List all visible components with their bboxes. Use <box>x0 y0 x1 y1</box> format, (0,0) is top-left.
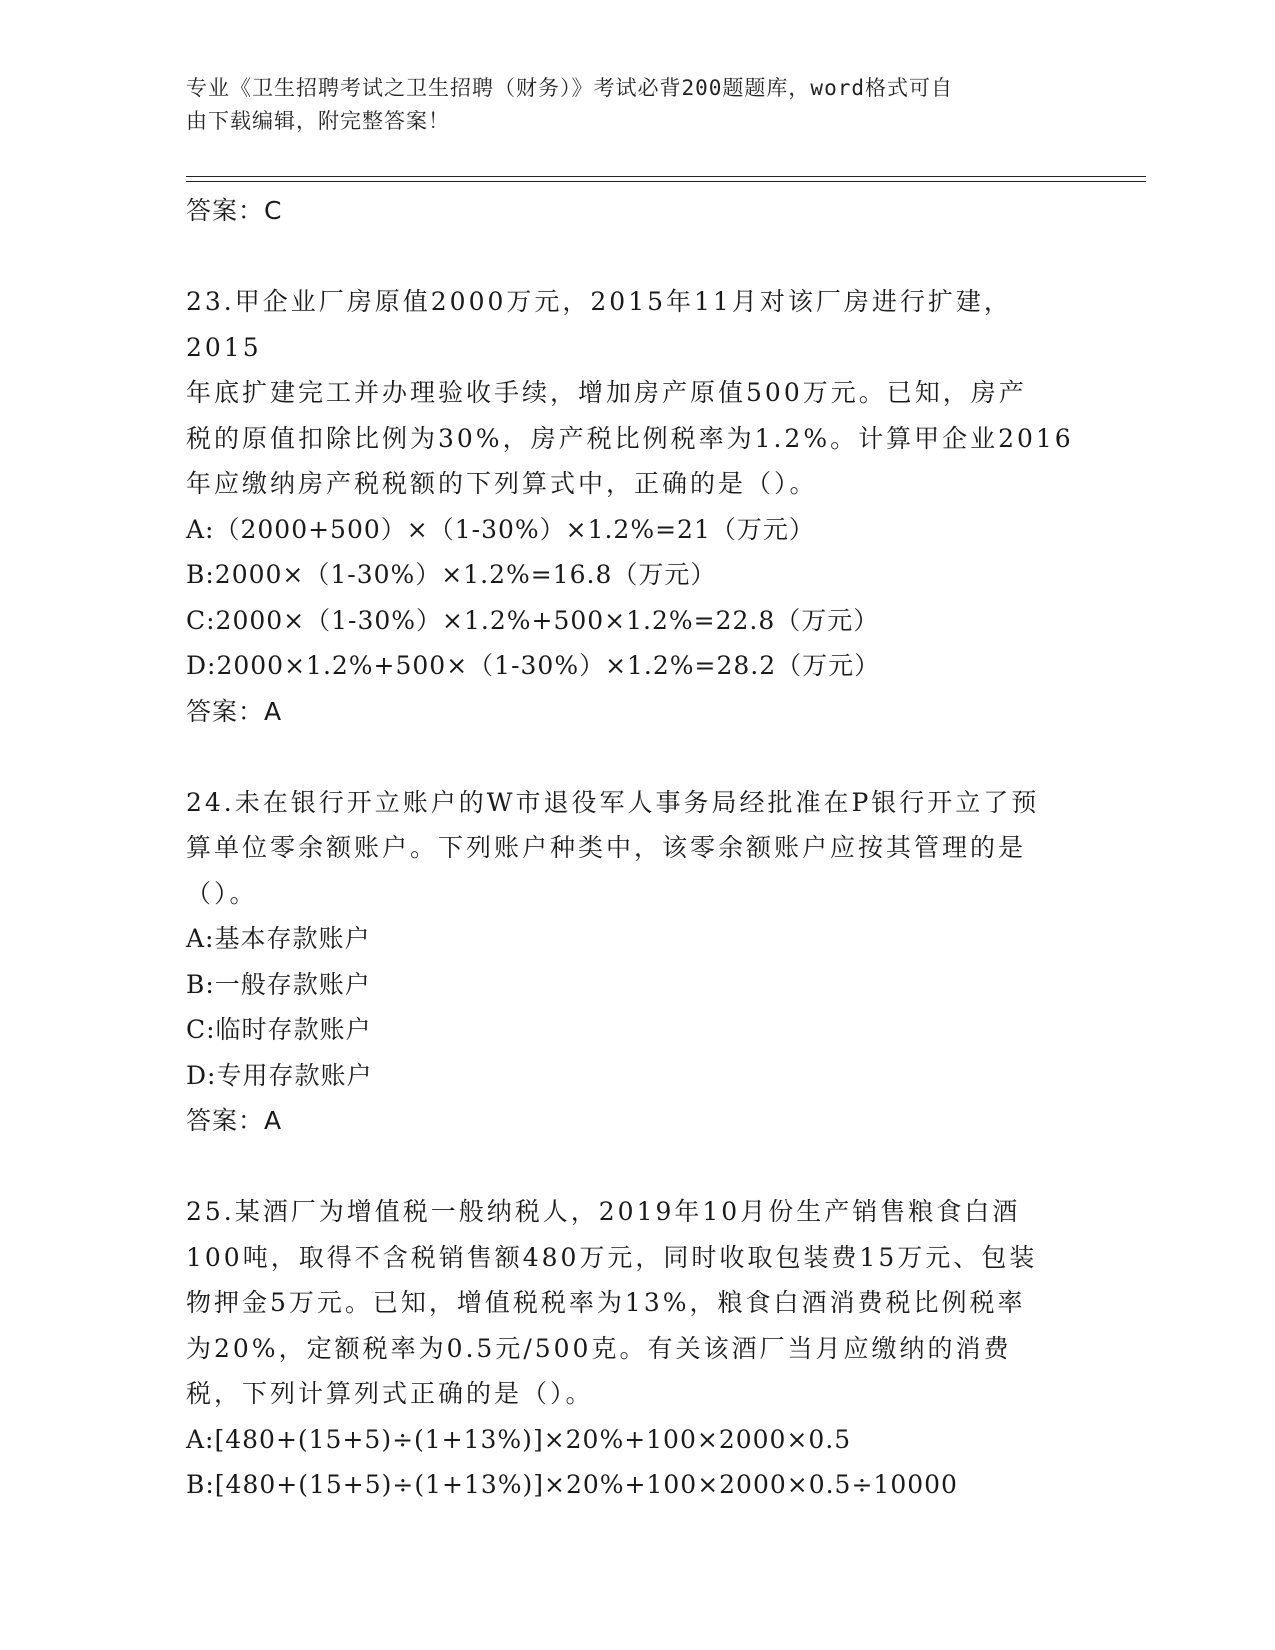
answer-line <box>186 1098 1086 1144</box>
header-line-1: 专业《卫生招聘考试之卫生招聘（财务）》考试必背200题题库，word格式可自 <box>186 76 953 100</box>
question-stem-line: 税的原值扣除比例为30%，房产税比例税率为1.2%。计算甲企业2016 <box>186 423 1074 453</box>
option-b: B:2000×（1-30%）×1.2%=16.8（万元） <box>186 560 717 589</box>
answer-label: 答案： <box>186 1106 265 1135</box>
question-stem <box>186 1189 1086 1417</box>
question-stem-line: 23.甲企业厂房原值2000万元，2015年11月对该厂房进行扩建，2015 <box>186 287 1012 362</box>
answer-line <box>186 188 1086 234</box>
option-a: A:[480+(15+5)÷(1+13%)]×20%+100×2000×0.5 <box>186 1424 852 1454</box>
question-stem-line: 为20%，定额税率为0.5元/500克。有关该酒厂当月应缴纳的消费 <box>186 1333 1012 1363</box>
page-header <box>186 72 1076 138</box>
question-stem-line: 100吨，取得不含税销售额480万元，同时收取包装费15万元、包装 <box>186 1242 1038 1272</box>
answer-label: 答案： <box>186 696 265 726</box>
question-stem-line: 税，下列计算列式正确的是（）。 <box>186 1379 594 1408</box>
header-divider-top <box>186 176 1146 177</box>
question-stem-line: 物押金5万元。已知，增值税税率为13%，粮食白酒消费税比例税率 <box>186 1288 1026 1317</box>
question-item <box>186 279 1086 735</box>
option-c: C:2000×（1-30%）×1.2%+500×1.2%=22.8（万元） <box>186 605 880 635</box>
question-stem-line: 年底扩建完工并办理验收手续，增加房产原值500万元。已知，房产 <box>186 378 1027 407</box>
question-stem-line: （）。 <box>186 878 258 908</box>
question-stem-line: 年应缴纳房产税税额的下列算式中，正确的是（）。 <box>186 469 818 498</box>
option-b: B:一般存款账户 <box>186 969 371 999</box>
header-divider-bottom <box>186 181 1146 182</box>
option-a: A:（2000+500）×（1-30%）×1.2%=21（万元） <box>186 514 815 544</box>
answer-label: 答案： <box>186 196 265 225</box>
question-gap <box>186 234 1086 279</box>
question-stem <box>186 279 1086 507</box>
question-gap <box>186 1144 1086 1189</box>
question-stem-line: 24.未在银行开立账户的W市退役军人事务局经批准在P银行开立了预 <box>186 787 1040 817</box>
answer-value: A <box>264 1106 283 1135</box>
answer-value: C <box>264 196 283 225</box>
question-list <box>186 188 1086 1508</box>
header-line-2: 由下载编辑，附完整答案！ <box>186 109 450 133</box>
question-item <box>186 780 1086 1145</box>
option-a: A:基本存款账户 <box>186 924 371 953</box>
option-b: B:[480+(15+5)÷(1+13%)]×20%+100×2000×0.5÷10000 <box>186 1470 958 1499</box>
question-stem-line: 25.某酒厂为增值税一般纳税人，2019年10月份生产销售粮食白酒 <box>186 1197 1021 1226</box>
option-d: D:专用存款账户 <box>186 1060 373 1090</box>
question-item <box>186 1189 1086 1508</box>
question-stem-line: 算单位零余额账户。下列账户种类中，该零余额账户应按其管理的是 <box>186 833 1027 862</box>
question-stem <box>186 780 1086 917</box>
answer-value: A <box>264 696 283 726</box>
question-gap <box>186 735 1086 780</box>
answer-line <box>186 689 1086 735</box>
option-c: C:临时存款账户 <box>186 1015 372 1044</box>
option-d: D:2000×1.2%+500×（1-30%）×1.2%=28.2（万元） <box>186 651 881 680</box>
